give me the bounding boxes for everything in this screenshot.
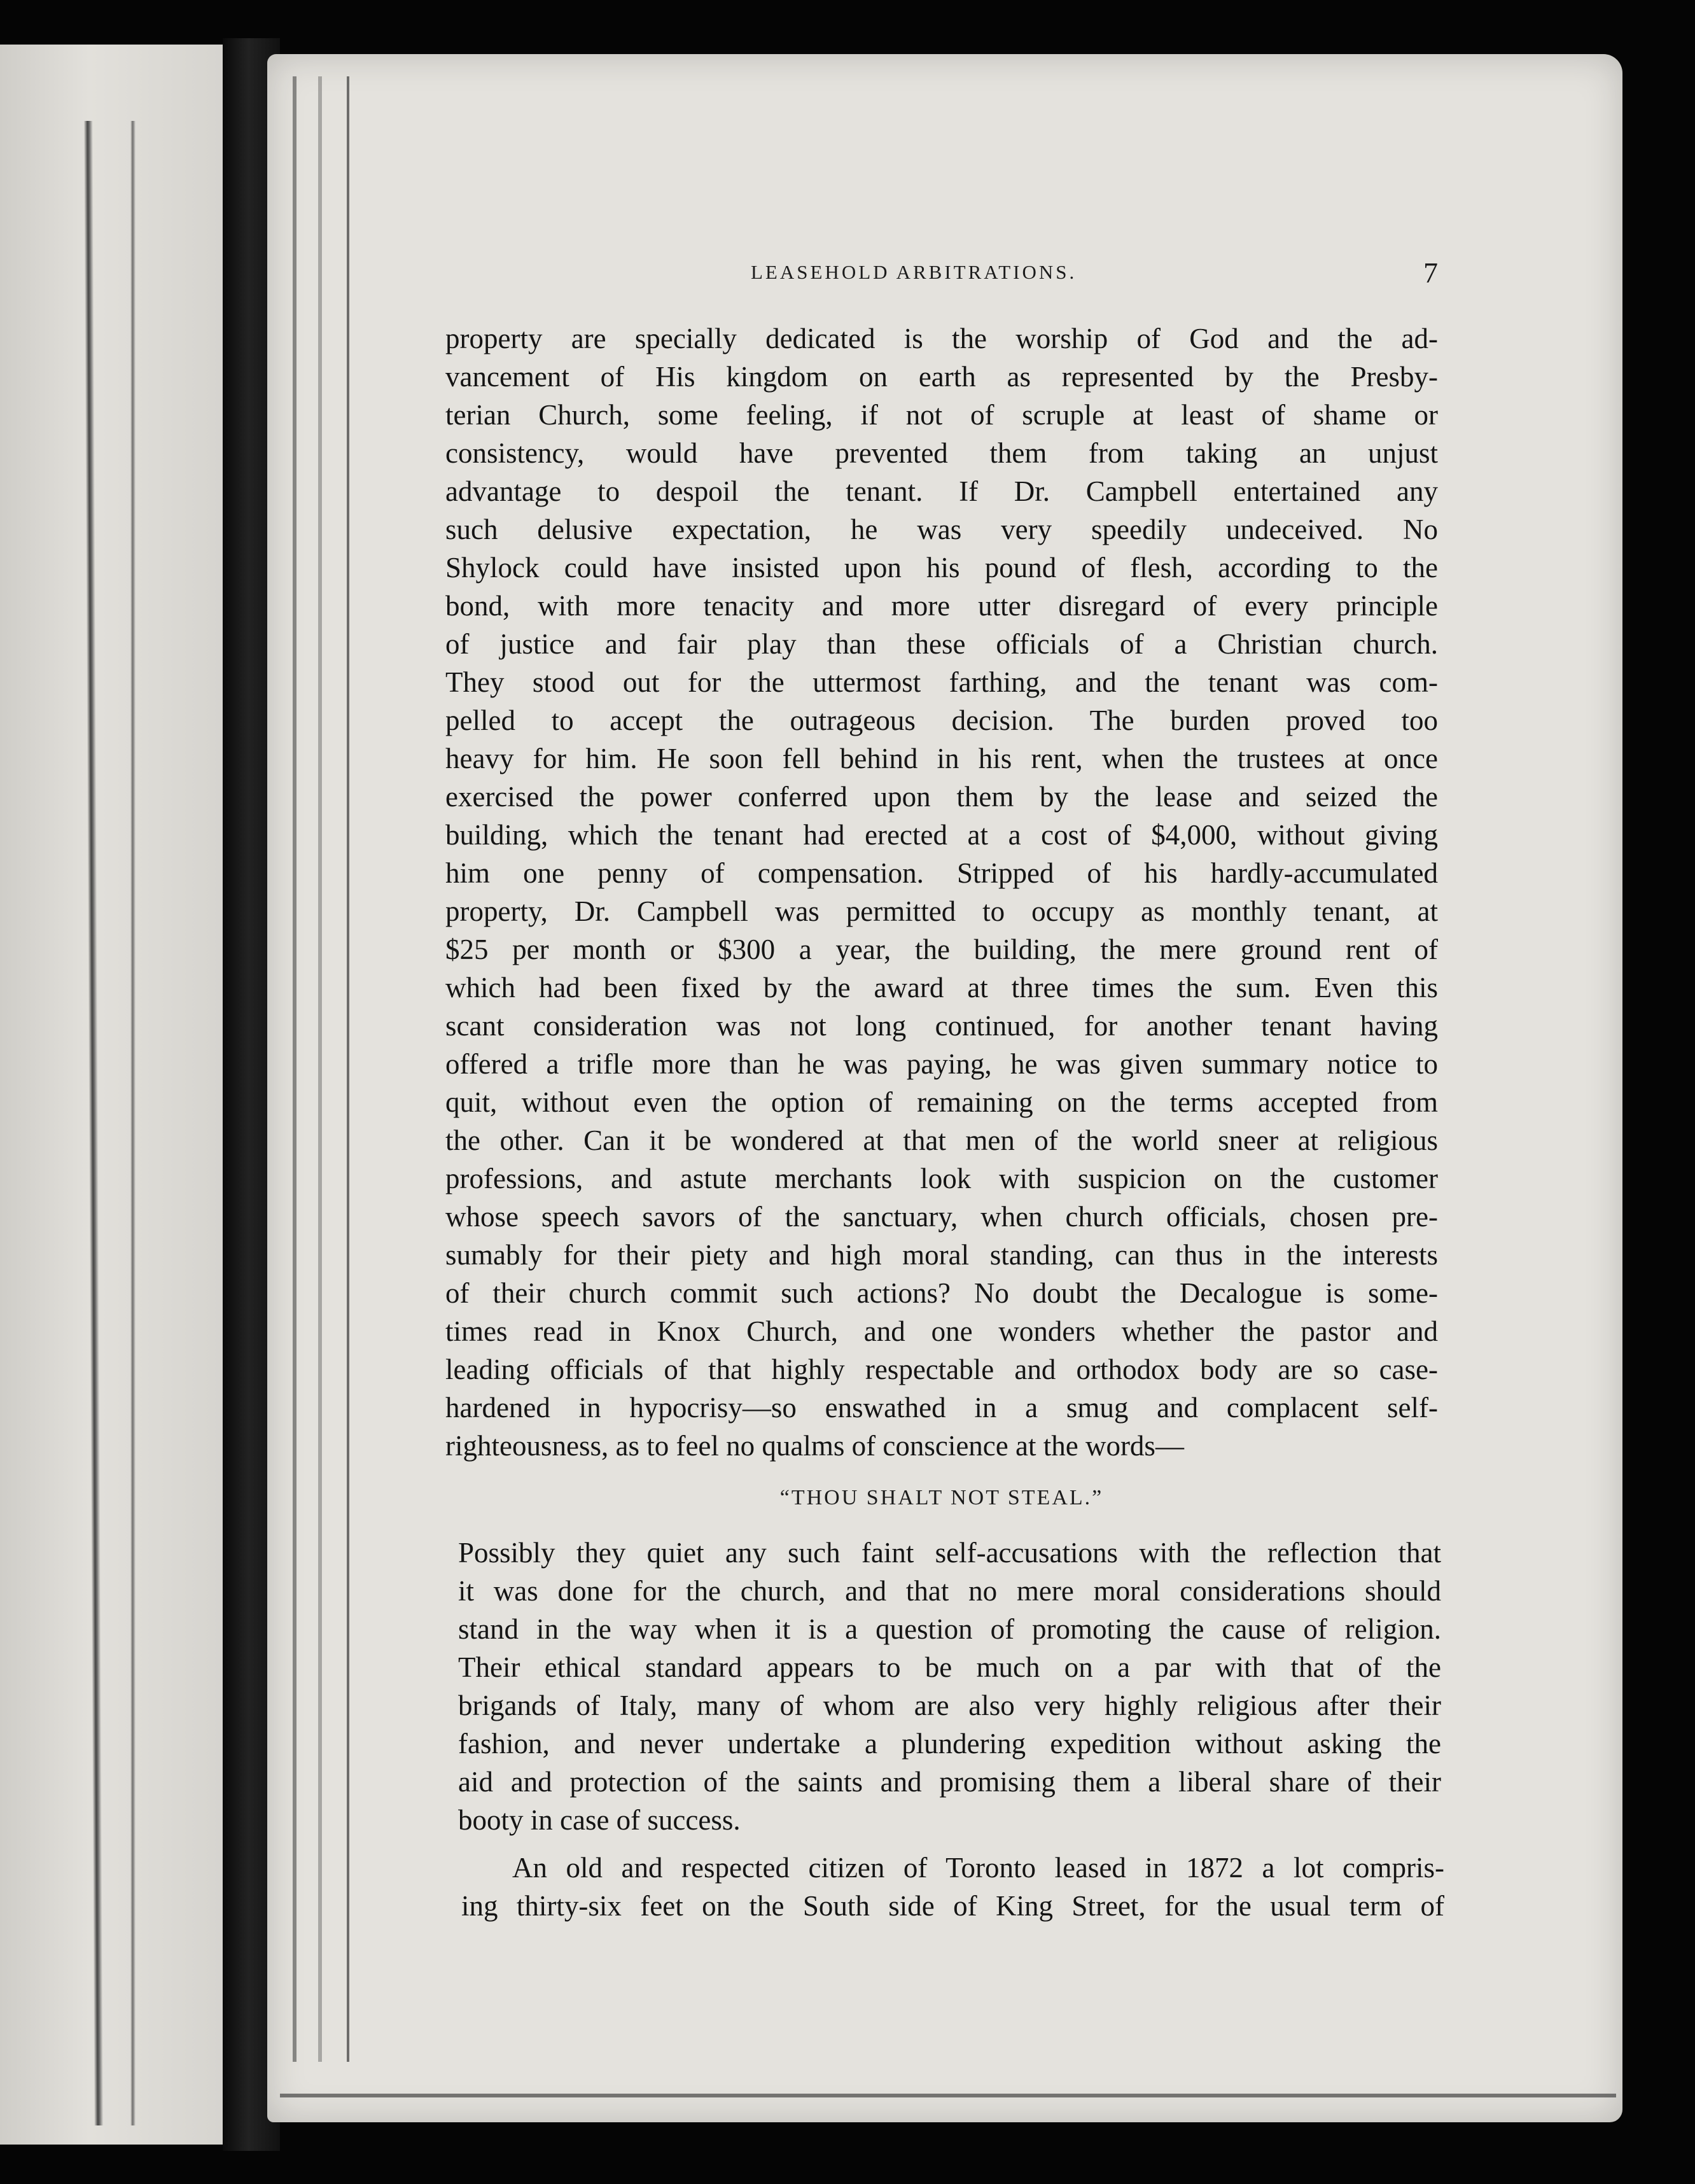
text-line: ing thirty-six feet on the South side of King Street, for the usual term of <box>461 1890 1444 1922</box>
running-title: LEASEHOLD ARBITRATIONS. <box>751 261 1077 283</box>
page-edge-line <box>318 76 322 2062</box>
paragraph-3 <box>461 1849 1444 1925</box>
facing-page-edge <box>0 45 223 2145</box>
text-line: Their ethical standard appears to be much on a par with that of the <box>458 1651 1441 1683</box>
text-line: sumably for their piety and high moral standing, can thus in the interests <box>445 1239 1438 1271</box>
text-line: Shylock could have insisted upon his pound of flesh, according to the <box>445 552 1438 584</box>
text-line: him one penny of compensation. Stripped of his hardly-accumulated <box>445 857 1438 889</box>
text-line: professions, and astute merchants look with suspicion on the customer <box>445 1163 1438 1194</box>
text-line: brigands of Italy, many of whom are also very highly religious after their <box>458 1690 1441 1721</box>
page-edge-line <box>293 76 296 2062</box>
text-line: terian Church, some feeling, if not of scruple at least of shame or <box>445 399 1438 431</box>
text-line: hardened in hypocrisy—so enswathed in a smug and complacent self- <box>445 1392 1438 1424</box>
text-line: offered a trifle more than he was paying, he was given summary notice to <box>445 1048 1438 1080</box>
text-line: property are specially dedicated is the worship of God and the ad- <box>445 323 1438 354</box>
text-line: pelled to accept the outrageous decision. The burden proved too <box>445 704 1438 736</box>
text-line: aid and protection of the saints and promising them a liberal share of their <box>458 1766 1441 1798</box>
text-line: quit, without even the option of remaining on the terms accepted from <box>445 1086 1438 1118</box>
text-line: booty in case of success. <box>458 1804 741 1836</box>
text-line: it was done for the church, and that no mere moral considerations should <box>458 1575 1441 1607</box>
page-crease <box>130 121 136 2125</box>
page-number: 7 <box>1423 256 1438 289</box>
text-line: property, Dr. Campbell was permitted to occupy as monthly tenant, at <box>445 895 1438 927</box>
quote-heading: “THOU SHALT NOT STEAL.” <box>779 1486 1104 1509</box>
text-line: such delusive expectation, he was very speedily undeceived. No <box>445 514 1438 545</box>
paragraph-2 <box>458 1534 1441 1839</box>
text-line: righteousness, as to feel no qualms of conscience at the words— <box>445 1430 1184 1462</box>
text-line: scant consideration was not long continued, for another tenant having <box>445 1010 1438 1042</box>
running-head <box>445 256 1438 299</box>
text-line: advantage to despoil the tenant. If Dr. Campbell entertained any <box>445 475 1438 507</box>
text-line: of their church commit such actions? No doubt the Decalogue is some- <box>445 1277 1438 1309</box>
text-line: vancement of His kingdom on earth as represented by the Presby- <box>445 361 1438 393</box>
text-line: stand in the way when it is a question of promoting the cause of religion. <box>458 1613 1441 1645</box>
text-line: exercised the power conferred upon them by the lease and seized the <box>445 781 1438 813</box>
text-line: leading officials of that highly respectable and orthodox body are so case- <box>445 1354 1438 1385</box>
text-line: fashion, and never undertake a plundering expedition without asking the <box>458 1728 1441 1760</box>
page-crease <box>84 121 103 2125</box>
text-line: whose speech savors of the sanctuary, when church officials, chosen pre- <box>445 1201 1438 1233</box>
text-line: heavy for him. He soon fell behind in his rent, when the trustees at once <box>445 743 1438 774</box>
text-line: which had been fixed by the award at three times the sum. Even this <box>445 972 1438 1004</box>
text-line: Possibly they quiet any such faint self-accusations with the reflection that <box>458 1537 1441 1569</box>
text-line: times read in Knox Church, and one wonders whether the pastor and <box>445 1315 1438 1347</box>
paragraph-1 <box>445 319 1438 1465</box>
text-line: consistency, would have prevented them from taking an unjust <box>445 437 1438 469</box>
text-line: bond, with more tenacity and more utter disregard of every principle <box>445 590 1438 622</box>
text-line: of justice and fair play than these officials of a Christian church. <box>445 628 1438 660</box>
page-edge-line <box>347 76 349 2062</box>
text-line: $25 per month or $300 a year, the building, the mere ground rent of <box>445 934 1438 965</box>
text-line: building, which the tenant had erected at a cost of $4,000, without giving <box>445 819 1438 851</box>
text-line: the other. Can it be wondered at that men of the world sneer at religious <box>445 1124 1438 1156</box>
text-line: They stood out for the uttermost farthing, and the tenant was com- <box>445 666 1438 698</box>
page-bottom-edge <box>280 2094 1616 2097</box>
text-line: An old and respected citizen of Toronto leased in 1872 a lot compris- <box>512 1852 1444 1884</box>
